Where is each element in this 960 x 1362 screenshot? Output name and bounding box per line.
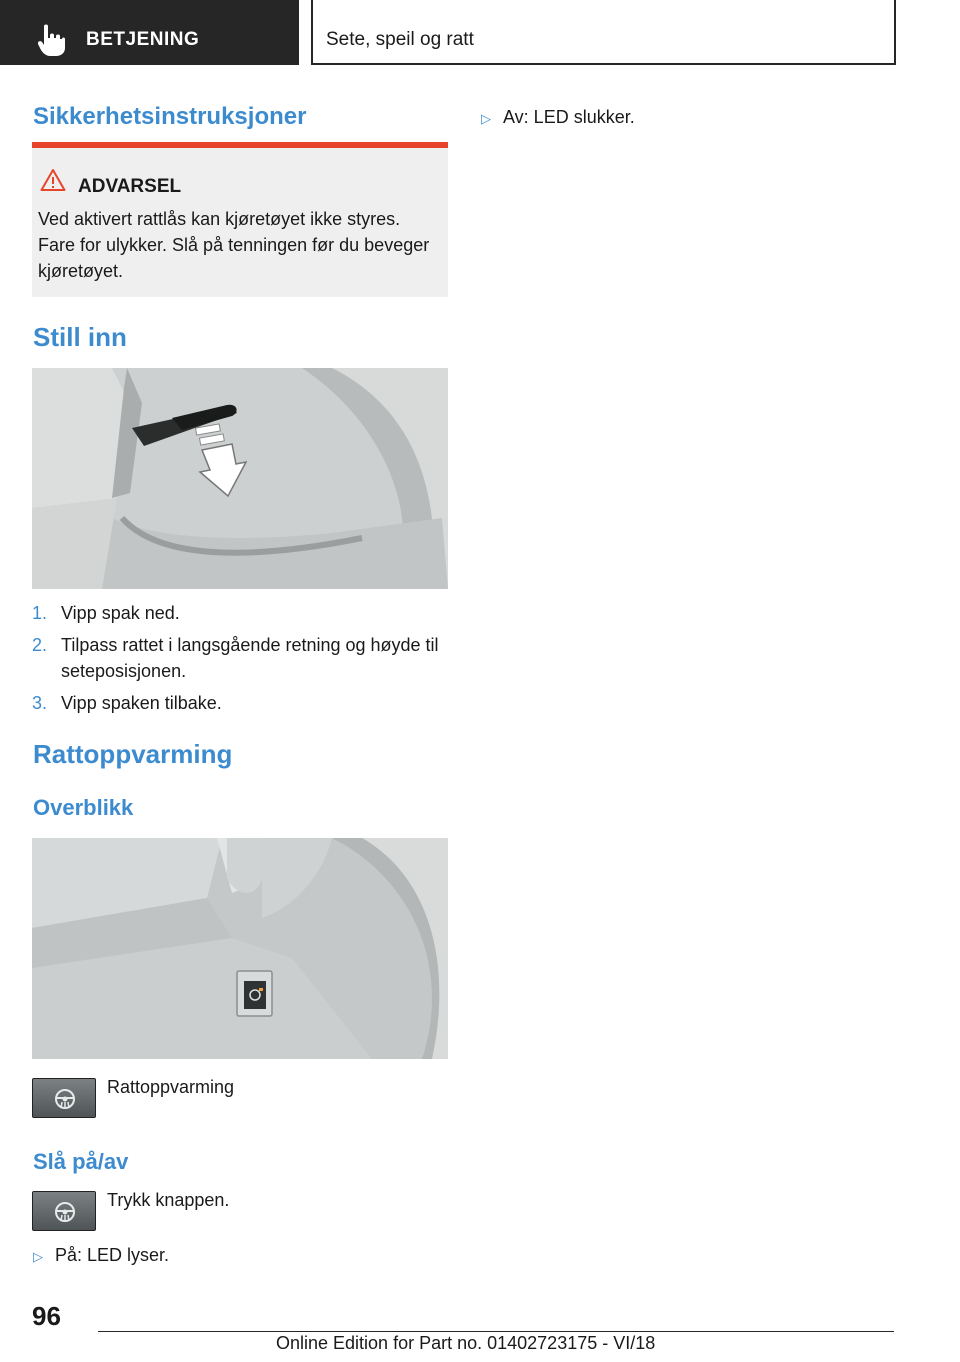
warning-title: ADVARSEL <box>78 176 182 197</box>
heating-heading: Rattoppvarming <box>33 739 233 769</box>
heating-button-illustration <box>32 838 448 1059</box>
safety-heading: Sikkerhetsinstruksjoner <box>33 103 307 130</box>
steering-lever-illustration <box>32 368 448 589</box>
heated-steering-wheel-icon <box>54 1201 76 1223</box>
breadcrumb <box>311 0 896 65</box>
adjust-steps-list <box>32 600 452 722</box>
heated-steering-wheel-button <box>32 1191 96 1231</box>
onoff-heading: Slå på/av <box>33 1149 129 1174</box>
triangle-bullet-icon: ▷ <box>33 1249 43 1264</box>
warning-box <box>32 142 448 297</box>
button-caption: Rattoppvarming <box>107 1077 235 1097</box>
heated-steering-wheel-icon <box>54 1088 76 1110</box>
step-text: Vipp spak ned. <box>61 603 180 623</box>
list-item <box>32 632 452 684</box>
step-text: Tilpass rattet i langsgående retning og høyde til seteposisjonen. <box>61 635 439 681</box>
steering-column-drawing <box>32 368 448 589</box>
step-number: 1. <box>32 603 48 623</box>
step-number: 3. <box>32 693 48 713</box>
step-text: Vipp spaken tilbake. <box>61 693 222 713</box>
footer-divider <box>98 1331 894 1332</box>
warning-text: Ved aktivert rattlås kan kjøretøyet ikke styres. Fare for ulykker. Slå på tenningen før du beveger kjøretøyet. <box>38 209 430 281</box>
page-number: 96 <box>32 1301 61 1331</box>
bullet-led-on <box>33 1242 169 1270</box>
press-button-text: Trykk knappen. <box>107 1190 230 1210</box>
bullet-text: Av: LED slukker. <box>503 107 635 127</box>
warning-triangle-icon <box>40 168 66 192</box>
list-item <box>32 690 452 716</box>
list-item <box>32 600 452 626</box>
dashboard-drawing <box>32 838 448 1059</box>
triangle-bullet-icon: ▷ <box>481 111 491 126</box>
footer-edition: Online Edition for Part no. 01402723175 - VI/18 <box>276 1333 656 1353</box>
bullet-led-off <box>481 104 635 132</box>
bullet-text: På: LED lyser. <box>55 1245 170 1265</box>
overview-heading: Overblikk <box>33 795 134 820</box>
section-tab <box>0 0 299 65</box>
adjust-heading: Still inn <box>33 322 127 352</box>
step-number: 2. <box>32 635 48 655</box>
section-tab-label: BETJENING <box>86 29 200 50</box>
breadcrumb-label: Sete, speil og ratt <box>326 29 474 50</box>
pointing-hand-icon <box>38 24 66 56</box>
heated-steering-wheel-button <box>32 1078 96 1118</box>
